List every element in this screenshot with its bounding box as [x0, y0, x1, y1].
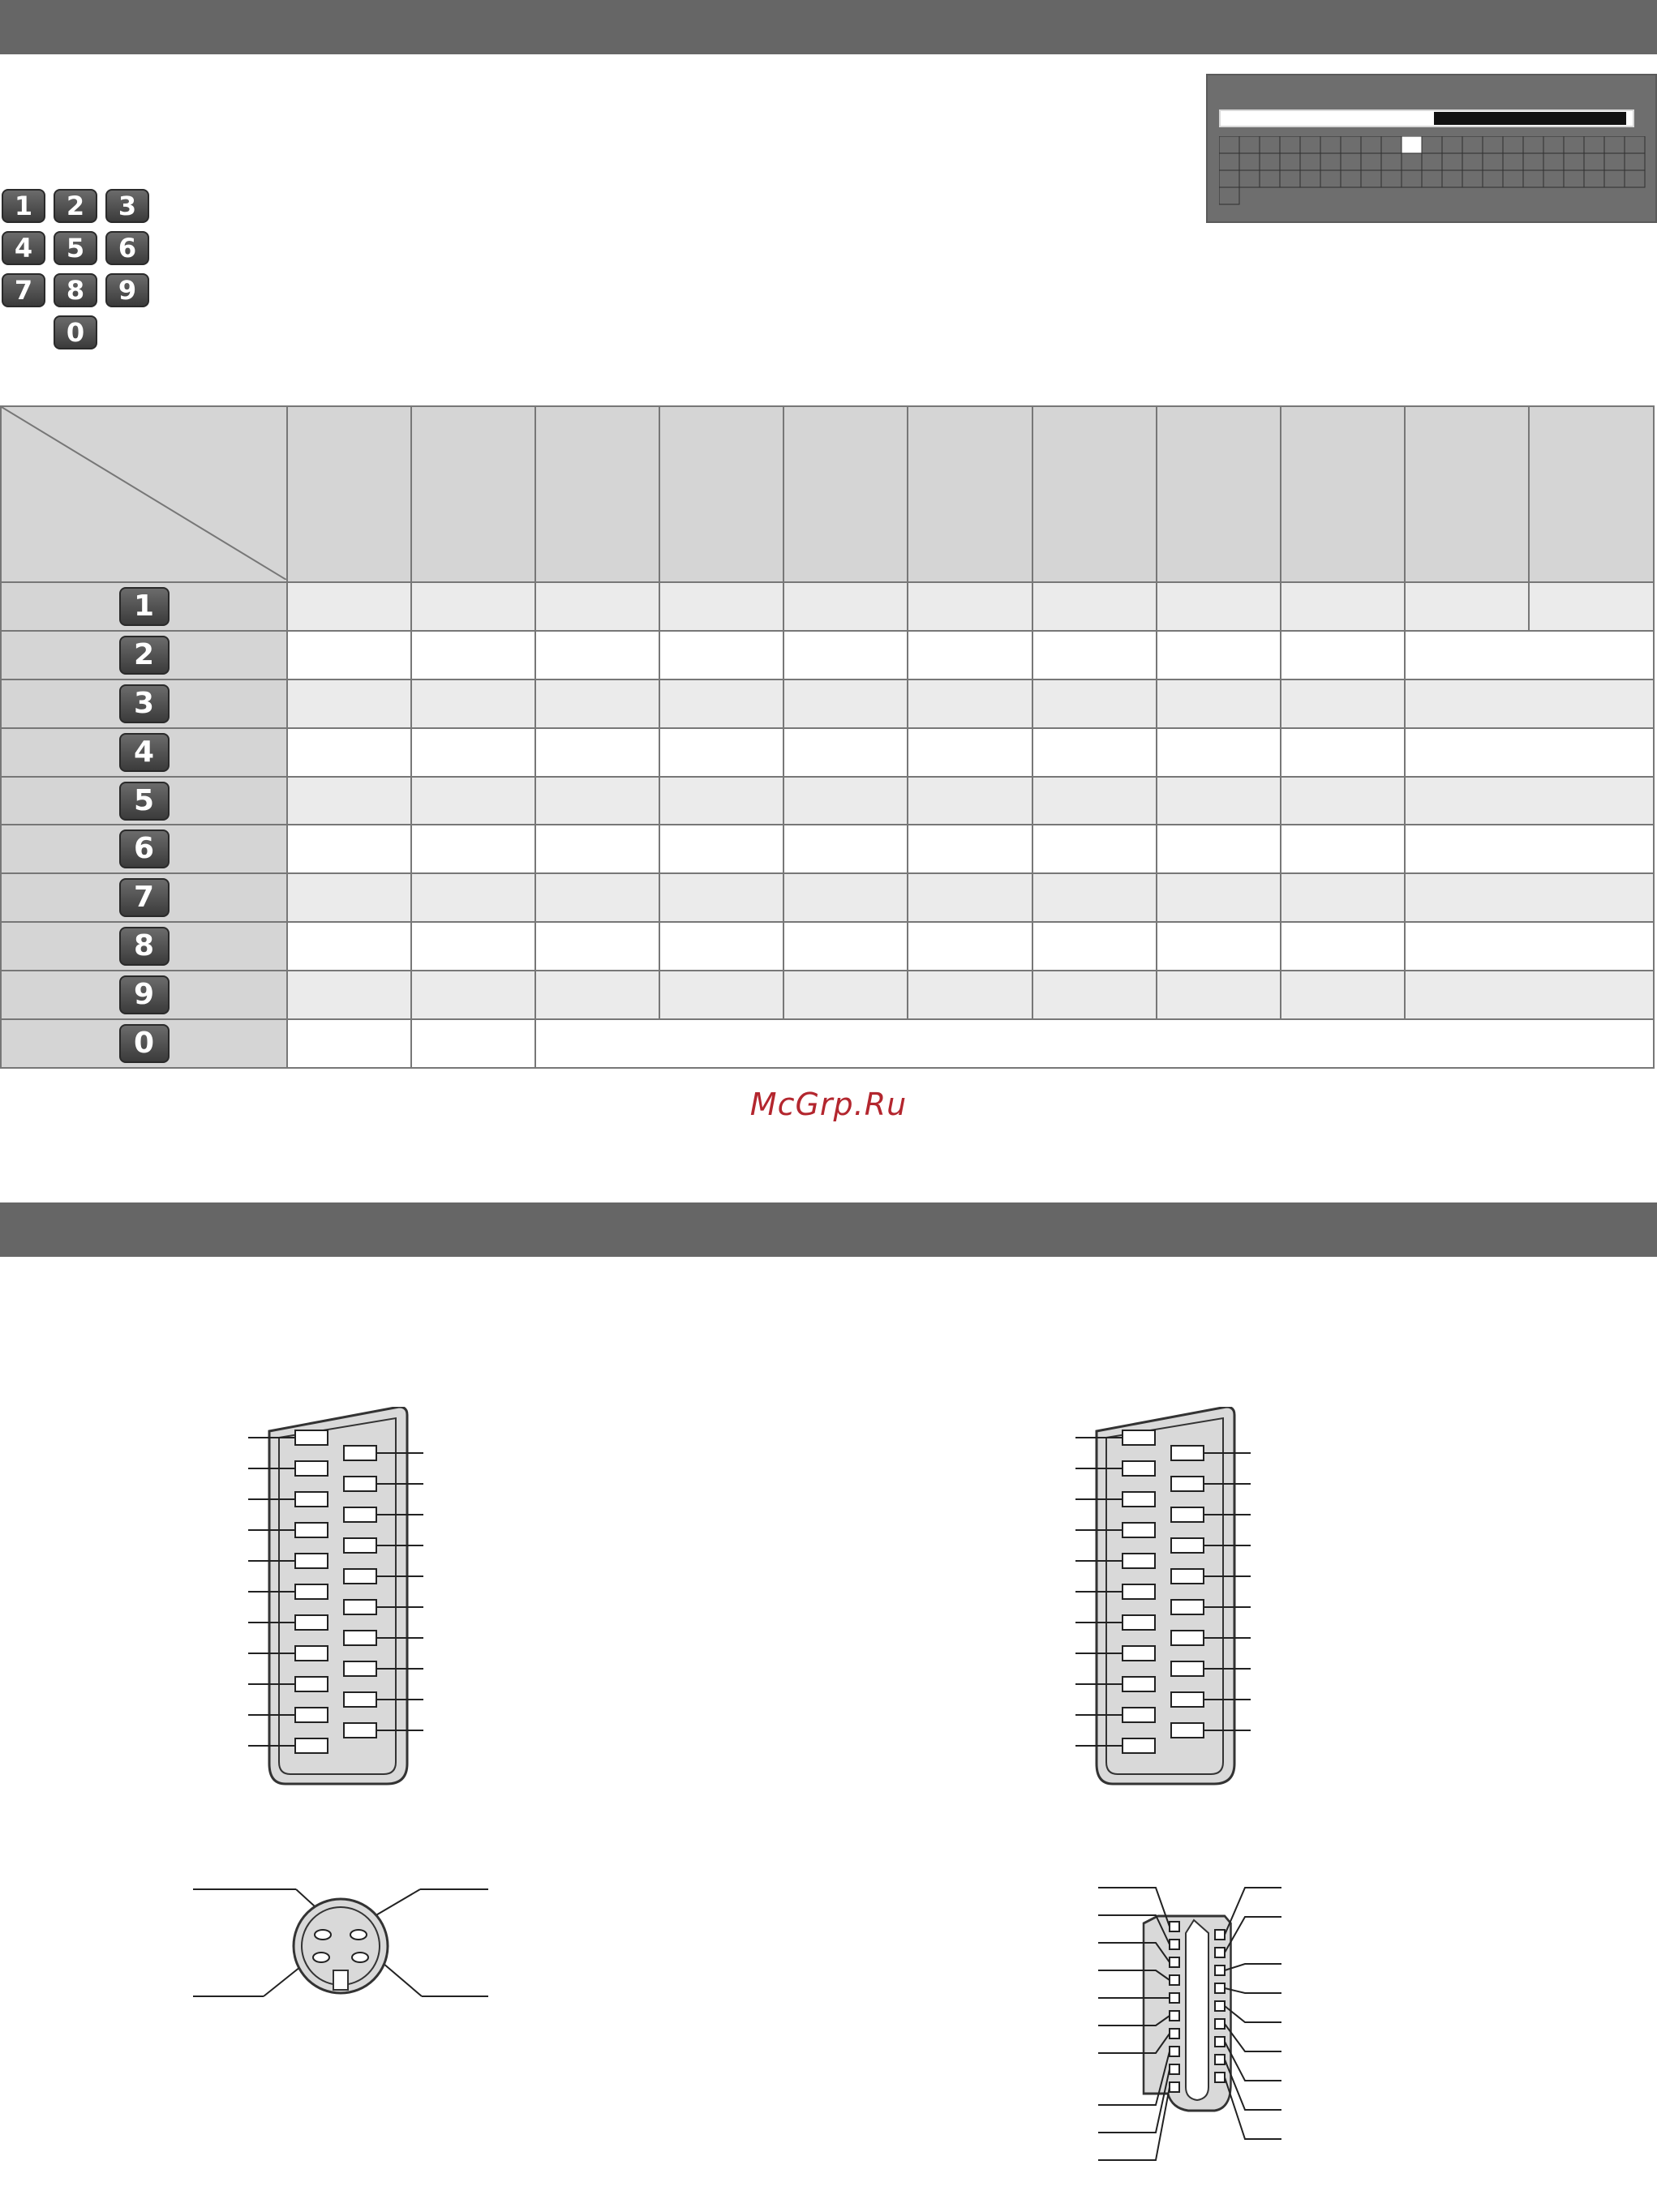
key-6: 6 [105, 231, 149, 265]
hdmi-pin [1170, 1975, 1179, 1985]
grid-cell [1604, 170, 1625, 187]
grid-cell [1320, 136, 1341, 153]
text-entry-preview [1206, 74, 1657, 223]
table-row [1, 922, 1654, 971]
scart-pin [344, 1600, 376, 1614]
scart-pin [1171, 1569, 1204, 1584]
table-row [1, 873, 1654, 922]
hdmi-pin [1215, 2055, 1225, 2064]
pin-leader [1225, 2006, 1281, 2022]
hdmi-pin [1215, 1983, 1225, 1993]
column-header [1529, 406, 1654, 582]
table-row [1, 825, 1654, 873]
scart-pin [295, 1615, 328, 1630]
scart-connector-2-icon [1071, 1407, 1265, 1788]
scart-pin [1123, 1677, 1155, 1691]
hdmi-pin [1215, 2019, 1225, 2029]
grid-cell [1543, 170, 1564, 187]
svideo-pin [313, 1953, 329, 1962]
table-row [1, 728, 1654, 777]
grid-cell [1625, 170, 1645, 187]
s-video-connector-icon [187, 1881, 495, 2011]
grid-cell [1503, 136, 1523, 153]
grid-cell [1523, 153, 1543, 170]
scart-pin [344, 1538, 376, 1553]
grid-cell [1402, 136, 1422, 153]
grid-cell [1300, 136, 1320, 153]
scart-pin [1171, 1446, 1204, 1460]
grid-cell [1260, 136, 1280, 153]
character-table [0, 405, 1655, 1069]
hdmi-pin [1170, 2064, 1179, 2074]
scart-pin [344, 1507, 376, 1522]
scart-pin [1171, 1661, 1204, 1676]
hdmi-pin [1170, 1940, 1179, 1949]
scart-pin [1171, 1600, 1204, 1614]
grid-cell [1361, 153, 1381, 170]
grid-cell [1584, 136, 1604, 153]
hdmi-pin [1215, 1930, 1225, 1940]
grid-cell [1341, 136, 1361, 153]
section-banner [0, 1202, 1657, 1257]
scart-pin [295, 1738, 328, 1753]
pin-leader [1225, 2077, 1281, 2139]
row-key-cell [1, 728, 287, 777]
hdmi-connector-icon [1079, 1880, 1290, 2212]
hdmi-pin [1215, 2037, 1225, 2047]
scart-pin [1123, 1492, 1155, 1507]
pin-leader [1225, 2024, 1281, 2051]
key-5: 5 [54, 231, 97, 265]
grid-cell [1625, 153, 1645, 170]
scart-pin [344, 1569, 376, 1584]
grid-cell [1422, 136, 1442, 153]
scart-pin [344, 1661, 376, 1676]
key-4-icon: 4 [119, 733, 170, 772]
scart-outline [1097, 1407, 1234, 1784]
svideo-pin [350, 1930, 367, 1940]
grid-cell [1219, 153, 1239, 170]
grid-cell [1381, 170, 1402, 187]
grid-cell [1402, 170, 1422, 187]
scart-pin [295, 1677, 328, 1691]
grid-cell [1462, 170, 1483, 187]
scart-pin [295, 1584, 328, 1599]
scart-connector-1-icon [243, 1407, 438, 1788]
scart-pin [1123, 1708, 1155, 1722]
table-corner-cell [1, 406, 287, 582]
grid-cell [1280, 136, 1300, 153]
scart-outline [269, 1407, 407, 1784]
table-row [1, 582, 1654, 631]
grid-cell [1543, 136, 1564, 153]
column-header [287, 406, 411, 582]
grid-cell [1422, 170, 1442, 187]
key-7-icon: 7 [119, 878, 170, 917]
scart-pin [344, 1446, 376, 1460]
grid-cell [1381, 153, 1402, 170]
row-key-cell [1, 922, 287, 971]
grid-cell [1239, 170, 1260, 187]
column-header [1281, 406, 1405, 582]
grid-cell [1483, 153, 1503, 170]
pin-leader [1225, 1964, 1281, 1970]
row-key-cell [1, 582, 287, 631]
corner-diagonal [2, 407, 286, 580]
grid-cell [1625, 136, 1645, 153]
scart-pin [1171, 1477, 1204, 1491]
row-key-cell [1, 777, 287, 825]
hdmi-pin [1170, 1957, 1179, 1967]
grid-cell [1543, 153, 1564, 170]
scart-pin [1123, 1584, 1155, 1599]
column-header [1032, 406, 1157, 582]
scart-pin [1123, 1646, 1155, 1661]
column-header [1157, 406, 1281, 582]
grid-cell [1300, 153, 1320, 170]
table-row [1, 679, 1654, 728]
grid-cell [1442, 170, 1462, 187]
grid-cell [1239, 136, 1260, 153]
scart-pin [1171, 1723, 1204, 1738]
column-header [908, 406, 1032, 582]
grid-cell [1381, 136, 1402, 153]
grid-cell [1604, 153, 1625, 170]
row-key-cell [1, 873, 287, 922]
grid-cell [1442, 136, 1462, 153]
scart-pin [295, 1461, 328, 1476]
table-row [1, 777, 1654, 825]
key-1-icon: 1 [119, 587, 170, 626]
row-key-cell [1, 631, 287, 679]
grid-cell [1584, 153, 1604, 170]
watermark: McGrp.Ru [749, 1087, 908, 1122]
grid-cell [1564, 136, 1584, 153]
pin-leader [1225, 1917, 1281, 1953]
svideo-key [333, 1970, 348, 1990]
scart-pin [1171, 1631, 1204, 1645]
scart-pin [344, 1631, 376, 1645]
grid-cell [1503, 170, 1523, 187]
grid-cell [1564, 170, 1584, 187]
scart-pin [1123, 1430, 1155, 1445]
column-header [535, 406, 659, 582]
scart-pin [295, 1554, 328, 1568]
hdmi-pin [1170, 2047, 1179, 2056]
grid-cell [1462, 136, 1483, 153]
table-row [1, 631, 1654, 679]
column-header [783, 406, 908, 582]
key-2: 2 [54, 189, 97, 223]
hdmi-pin [1215, 1948, 1225, 1957]
row-key-cell [1, 825, 287, 873]
grid-cell [1361, 170, 1381, 187]
grid-cell [1219, 170, 1239, 187]
grid-cell [1604, 136, 1625, 153]
key-8-icon: 8 [119, 927, 170, 966]
key-9-icon: 9 [119, 975, 170, 1014]
key-8: 8 [54, 273, 97, 307]
scart-pin [344, 1477, 376, 1491]
grid-cell [1483, 136, 1503, 153]
svideo-pin [352, 1953, 368, 1962]
pin-leader [1225, 1888, 1281, 1935]
grid-cell [1564, 153, 1584, 170]
grid-cell [1300, 170, 1320, 187]
scart-pin [295, 1492, 328, 1507]
grid-cell [1219, 187, 1239, 204]
grid-cell [1523, 136, 1543, 153]
scart-pin [295, 1646, 328, 1661]
pin-leader [1225, 2042, 1281, 2081]
hdmi-tongue [1186, 1920, 1208, 2100]
grid-cell [1260, 170, 1280, 187]
pin-leader [1225, 1988, 1281, 1993]
scart-pin [295, 1523, 328, 1537]
row-key-cell [1, 971, 287, 1019]
hdmi-pin [1215, 1966, 1225, 1975]
hdmi-pin [1215, 2073, 1225, 2082]
hdmi-pin [1170, 2082, 1179, 2092]
key-5-icon: 5 [119, 782, 170, 821]
key-7: 7 [2, 273, 45, 307]
scart-pin [1123, 1738, 1155, 1753]
scart-pin [1171, 1692, 1204, 1707]
grid-cell [1483, 170, 1503, 187]
grid-cell [1341, 153, 1361, 170]
scart-pin [1123, 1461, 1155, 1476]
column-header [659, 406, 783, 582]
grid-cell [1422, 153, 1442, 170]
scart-pin [1171, 1507, 1204, 1522]
grid-cell [1523, 170, 1543, 187]
grid-cell [1260, 153, 1280, 170]
scart-pin [1123, 1554, 1155, 1568]
grid-cell [1503, 153, 1523, 170]
hdmi-pin [1215, 2001, 1225, 2011]
top-banner [0, 0, 1657, 54]
table-row [1, 1019, 1654, 1068]
scart-pin [344, 1723, 376, 1738]
scart-pin [1123, 1523, 1155, 1537]
table-row [1, 971, 1654, 1019]
grid-cell [1280, 153, 1300, 170]
column-header [411, 406, 535, 582]
grid-cell [1584, 170, 1604, 187]
key-0-icon: 0 [119, 1024, 170, 1063]
grid-cell [1462, 153, 1483, 170]
input-highlight [1434, 112, 1626, 125]
scart-pin [295, 1430, 328, 1445]
key-6-icon: 6 [119, 830, 170, 868]
grid-cell [1402, 153, 1422, 170]
key-3-icon: 3 [119, 684, 170, 723]
scart-pin [1123, 1615, 1155, 1630]
row-key-cell [1, 1019, 287, 1068]
key-0: 0 [54, 315, 97, 349]
grid-cell [1341, 170, 1361, 187]
scart-pin [1171, 1538, 1204, 1553]
key-4: 4 [2, 231, 45, 265]
grid-cell [1280, 170, 1300, 187]
grid-cell [1219, 136, 1239, 153]
scart-pin [295, 1708, 328, 1722]
character-grid [1219, 136, 1646, 209]
key-9: 9 [105, 273, 149, 307]
scart-pin [344, 1692, 376, 1707]
hdmi-pin [1170, 2029, 1179, 2038]
key-2-icon: 2 [119, 636, 170, 675]
grid-cell [1320, 153, 1341, 170]
grid-cell [1442, 153, 1462, 170]
grid-cell [1320, 170, 1341, 187]
grid-cell [1239, 153, 1260, 170]
pin-leader [1098, 2087, 1170, 2160]
grid-cell [1361, 136, 1381, 153]
row-key-cell [1, 679, 287, 728]
svideo-pin [315, 1930, 331, 1940]
key-1: 1 [2, 189, 45, 223]
hdmi-pin [1170, 1993, 1179, 2003]
hdmi-pin [1170, 1922, 1179, 1931]
hdmi-pin [1170, 2011, 1179, 2021]
column-header [1405, 406, 1529, 582]
key-3: 3 [105, 189, 149, 223]
